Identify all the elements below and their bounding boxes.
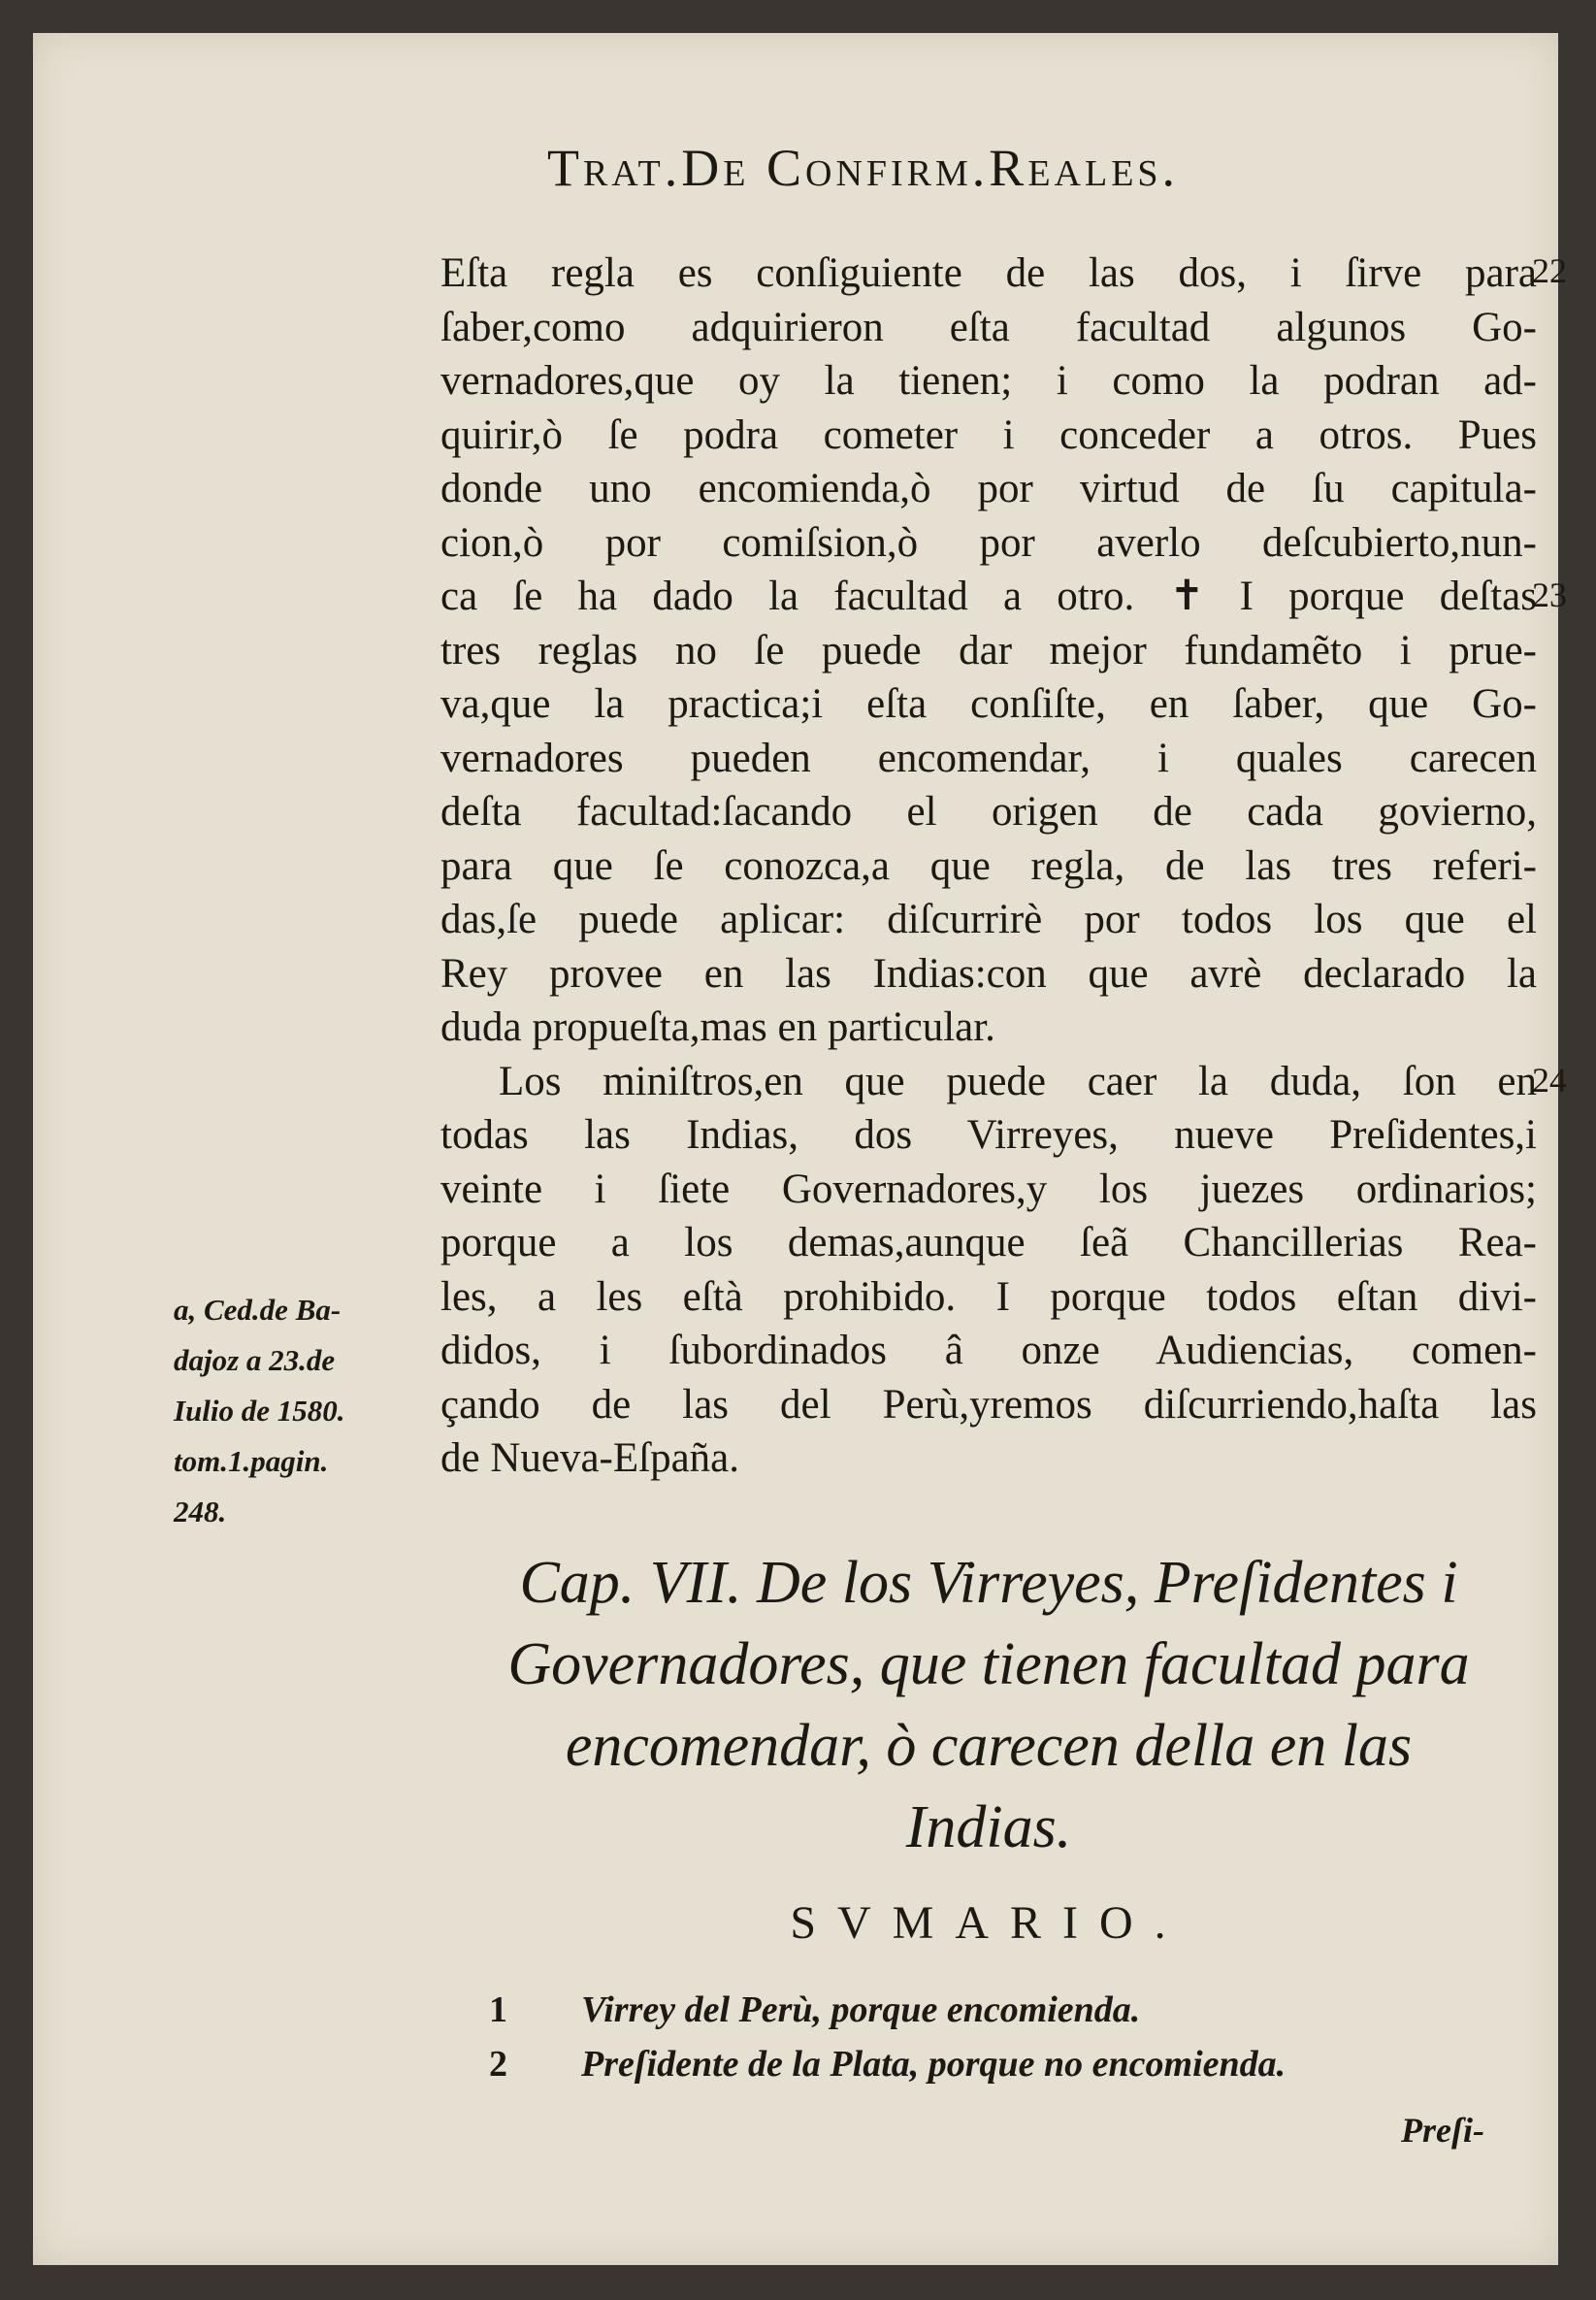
margin-number: 22 bbox=[1532, 251, 1567, 290]
citation-line: tom.1.pagin. bbox=[174, 1444, 329, 1478]
sumario-item bbox=[489, 2043, 1556, 2097]
body-line: ſaber,como adquirieron eſta facultad algunos Go- bbox=[440, 304, 1537, 350]
margin-number: 23 bbox=[1532, 575, 1567, 614]
body-line: va,que la practica;i eſta conſiſte, en ſaber, que Go- bbox=[440, 681, 1537, 727]
body-line: de Nueva-Eſpaña. bbox=[440, 1435, 740, 1481]
body-line: porque a los demas,aunque ſeã Chancillerias Rea- bbox=[440, 1220, 1537, 1265]
sumario-item-number: 1 bbox=[489, 1989, 507, 2030]
chapter-title-line: encomendar, ò carecen della en las bbox=[565, 1713, 1413, 1779]
body-line: çando de las del Perù,yremos diſcurriendo,haſta las bbox=[440, 1381, 1537, 1428]
body-line: cion,ò por comiſsion,ò por averlo deſcubierto,nun- bbox=[440, 519, 1537, 566]
chapter-title-line: Cap. VII. De los Virreyes, Preſidentes i bbox=[519, 1550, 1458, 1616]
citation-line: Iulio de 1580. bbox=[174, 1394, 345, 1428]
chapter-title-line: Governadores, que tienen facultad para bbox=[507, 1631, 1470, 1697]
citation-line: a, Ced.de Ba- bbox=[174, 1293, 342, 1327]
body-line: para que ſe conozca,a que regla, de las tres referi- bbox=[440, 842, 1537, 889]
body-line: didos, i ſubordinados â onze Audiencias, comen- bbox=[440, 1328, 1537, 1373]
body-line: Eſta regla es conſiguiente de las dos, i ſirve para bbox=[440, 250, 1537, 296]
body-line: ca ſe ha dado la facultad a otro. ✝ I porque deſtas bbox=[440, 574, 1537, 619]
body-line: donde uno encomienda,ò por virtud de ſu capitula- bbox=[440, 466, 1537, 511]
body-line: vernadores pueden encomendar, i quales carecen bbox=[440, 735, 1537, 781]
body-line: Rey provee en las Indias:con que avrè declarado la bbox=[440, 950, 1537, 997]
body-line: tres reglas no ſe puede dar mejor fundamẽto i prue- bbox=[440, 627, 1537, 674]
margin-number: 24 bbox=[1532, 1061, 1567, 1100]
citation-line: dajoz a 23.de bbox=[174, 1343, 336, 1377]
chapter-title bbox=[440, 1542, 1537, 1868]
sumario-heading: SVMARIO. bbox=[790, 1897, 1188, 1949]
body-line: todas las Indias, dos Virreyes, nueve Preſidentes,i bbox=[440, 1112, 1537, 1158]
book-page bbox=[33, 33, 1567, 2265]
sumario-item-number: 2 bbox=[489, 2044, 507, 2085]
body-text bbox=[440, 246, 1537, 1486]
sumario-list bbox=[489, 1988, 1556, 2097]
chapter-title-line: Indias. bbox=[905, 1794, 1072, 1860]
body-line: vernadores,que oy la tienen; i como la podran ad- bbox=[440, 358, 1537, 404]
catchword: Preſi- bbox=[1401, 2111, 1484, 2150]
body-line: Los miniſtros,en que puede caer la duda, ſon en bbox=[499, 1058, 1537, 1104]
sumario-item bbox=[489, 1988, 1556, 2043]
body-line: les, a les eſtà prohibido. I porque todos eſtan divi- bbox=[440, 1273, 1537, 1320]
citation-line: 248. bbox=[174, 1495, 227, 1528]
body-line: veinte i ſiete Governadores,y los juezes ordinarios; bbox=[440, 1166, 1537, 1212]
body-line: quirir,ò ſe podra cometer i conceder a otros. Pues bbox=[440, 411, 1537, 458]
running-head: Trat.De Confirm.Reales. bbox=[547, 139, 1180, 197]
marginal-citation bbox=[174, 1285, 445, 1537]
sumario-item-text: Virrey del Perù, porque encomienda. bbox=[581, 1989, 1141, 2030]
sumario-item-text: Preſidente de la Plata, porque no encomienda. bbox=[581, 2044, 1287, 2085]
body-line: deſta facultad:ſacando el origen de cada govierno, bbox=[440, 789, 1537, 835]
body-line: das,ſe puede aplicar: diſcurrirè por todos los que el bbox=[440, 897, 1537, 942]
body-line: duda propueſta,mas en particular. bbox=[440, 1004, 995, 1050]
